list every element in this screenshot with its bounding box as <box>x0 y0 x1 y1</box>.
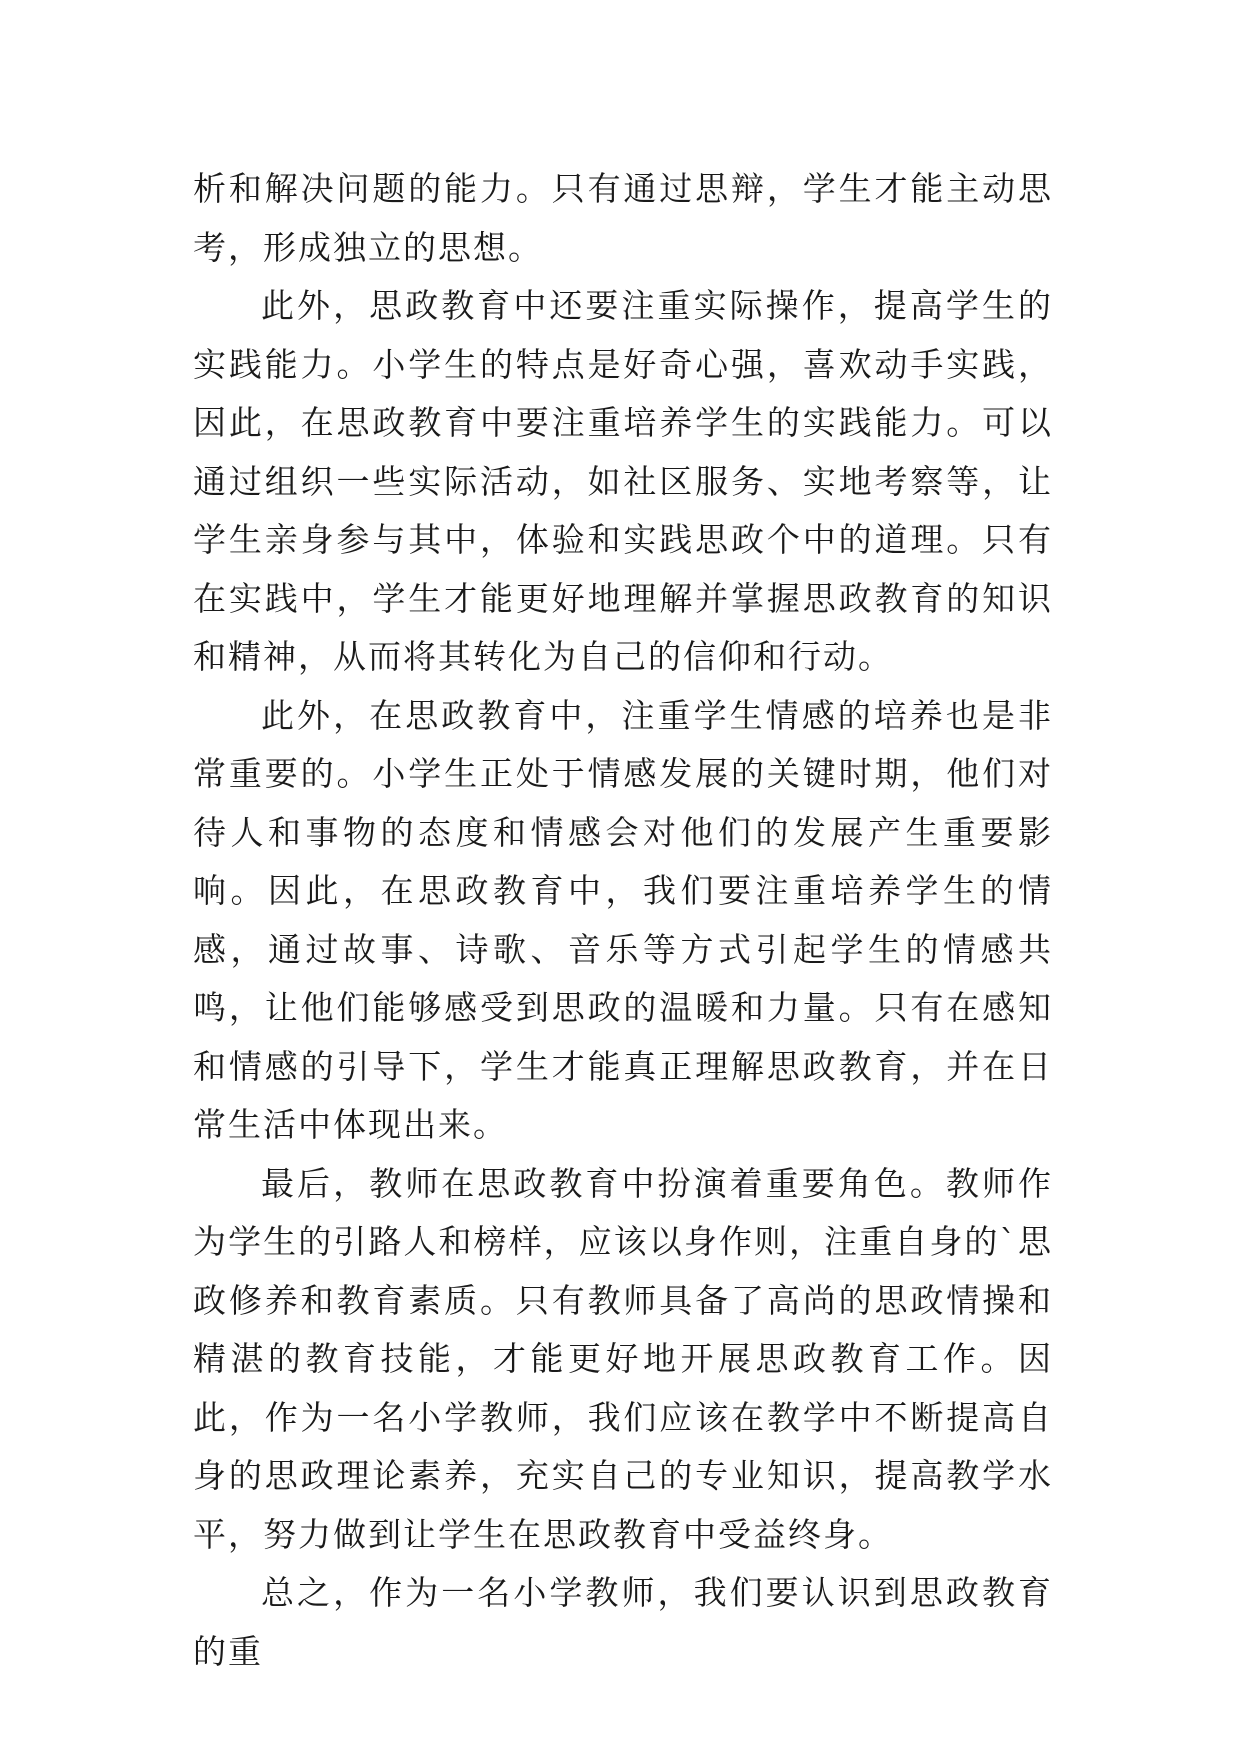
paragraph-5: 总之，作为一名小学教师，我们要认识到思政教育的重 <box>193 1573 1053 1671</box>
paragraph-1: 析和解决问题的能力。只有通过思辩，学生才能主动思考，形成独立的思想。 <box>193 169 1053 267</box>
paragraph-2: 此外，思政教育中还要注重实际操作，提高学生的实践能力。小学生的特点是好奇心强，喜欢动手实践，因此，在思政教育中要注重培养学生的实践能力。可以通过组织一些实际活动，如社区服务、实地考察等，让学生亲身参与其中，体验和实践思政个中的道理。只有在实践中，学生才能更好地理解并掌握思政教育的知识和精神，从而将其转化为自己的信仰和行动。 <box>193 286 1053 676</box>
document-body <box>193 160 1053 1681</box>
paragraph-3: 此外，在思政教育中，注重学生情感的培养也是非常重要的。小学生正处于情感发展的关键时期，他们对待人和事物的态度和情感会对他们的发展产生重要影响。因此，在思政教育中，我们要注重培养学生的情感，通过故事、诗歌、音乐等方式引起学生的情感共鸣，让他们能够感受到思政的温暖和力量。只有在感知和情感的引导下，学生才能真正理解思政教育，并在日常生活中体现出来。 <box>193 695 1053 1144</box>
paragraph-4: 最后，教师在思政教育中扮演着重要角色。教师作为学生的引路人和榜样，应该以身作则，注重自身的`思政修养和教育素质。只有教师具备了高尚的思政情操和精湛的教育技能，才能更好地开展思政教育工作。因此，作为一名小学教师，我们应该在教学中不断提高自身的思政理论素养，充实自己的专业知识，提高教学水平，努力做到让学生在思政教育中受益终身。 <box>193 1163 1053 1554</box>
